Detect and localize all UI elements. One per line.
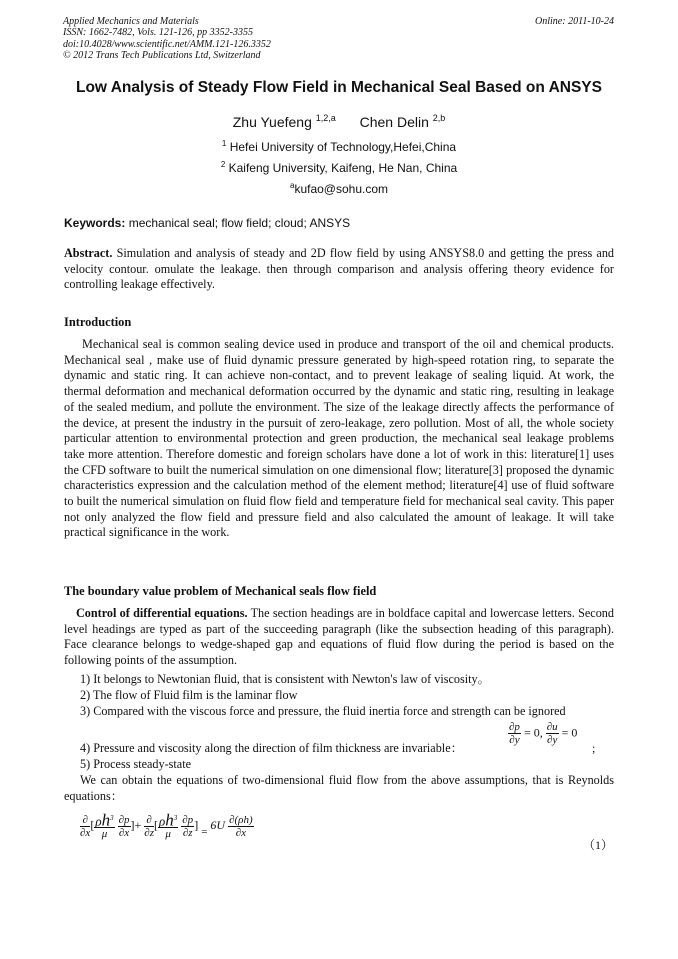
author-affil-mark: 1,2,a — [315, 113, 336, 123]
abstract — [64, 246, 614, 293]
issn-line: ISSN: 1662-7482, Vols. 121-126, pp 3352-3355 — [63, 27, 253, 39]
keywords-label: Keywords: — [64, 216, 126, 230]
keywords-text: mechanical seal; flow field; cloud; ANSYS — [128, 216, 351, 230]
assumption-4-equation: $\frac{\partial p}{\partial y}$ = 0, $\frac{\partial u}{\partial y}$ = 0 — [509, 721, 578, 746]
keywords — [64, 216, 350, 230]
author-affil-mark: 2,b — [432, 113, 446, 123]
reynolds-equation: $\frac{\partial}{\partial x}$ [ $\frac{\rho h^3}{\mu}$ $\frac{\partial p}{\partial x}$ ]+ $\frac{\partial}{\partial z}$ [ $\frac{\rho h^3}{\mu}$ $\frac{\partial p}{\partial z}$ ] = 6U $\frac{\partial(\rho h)}{\partial x}$ — [80, 810, 253, 841]
affiliation-2: $^2$ Kaifeng University, Kaifeng, He Nan, China — [220, 160, 458, 175]
subsection-label: Control of differential equations. — [76, 606, 248, 620]
author-email: $^a$kufao@sohu.com — [289, 181, 388, 196]
affiliation-1: $^1$ Hefei University of Technology,Hefei,China — [221, 139, 457, 154]
abstract-text: Simulation and analysis of steady and 2D flow field by using ANSYS8.0 and getting the press and velocity contour. omulate the leakage. then through comparison and analysis offering theory evidence for controlling leakage effectively. — [64, 246, 615, 292]
assumption-item: 2) The flow of Fluid film is the laminar flow — [80, 688, 298, 702]
journal-name: Applied Mechanics and Materials — [63, 16, 199, 27]
semicolon: ; — [592, 741, 596, 755]
section-heading-introduction: Introduction — [64, 315, 132, 329]
equation-number: （1） — [583, 838, 614, 852]
assumption-item: 4) Pressure and viscosity along the direction of film thickness are invariable： — [80, 741, 463, 755]
section-heading-boundary: The boundary value problem of Mechanical seals flow field — [64, 584, 377, 598]
online-date: Online: 2011-10-24 — [535, 16, 614, 27]
subsection-control-equations — [64, 606, 614, 669]
assumption-item: 3) Compared with the viscous force and pressure, the fluid inertia force and strength can be ignored — [80, 704, 566, 718]
introduction-text: Mechanical seal is common sealing device used in produce and transport of the oil and chemical products. Mechanical seal , make use of fluid dynamic pressure generated by high-speed rotation ring, to separate the dynamic and static ring. It can achieve non-contact, and to prevent leakage of sealing liquid. At work, the thermal deformation and mechanical deformation occurred by the dynamic and static ring, resulting in leakage of the sealed medium, and pollute the environment. The size of the leakage directly affects the performance of the device, at present the industry in the pursuit of zero-leakage, zero pollution. Most of all, the whole society particular attention to environmental protection and green production, the mechanical seal leakage problems take more attention. Therefore domestic and foreign scholars have done a lot of work in this: literature[1] uses the CFD software to built the numerical simulation on one dimensional flow; literature[3] proposed the dynamic characteristics expression and the calculation method of the element method; literature[4] use of fluid software to built the numerical simulation on fluid flow field and temperature field for mechanical seal cavity. This paper not only analyzed the flow field and pressure field and also calculated the amount of leakage. It will take practical significance in the work. — [64, 337, 614, 540]
author-name: Chen Delin — [359, 114, 429, 130]
author-line — [0, 113, 678, 130]
assumption-item: 1) It belongs to Newtonian fluid, that is consistent with Newton's law of viscosity。 — [80, 672, 490, 686]
journal-header — [63, 16, 271, 62]
assumption-item: 5) Process steady-state — [80, 757, 192, 771]
author-name: Zhu Yuefeng — [232, 114, 312, 130]
copyright-line: © 2012 Trans Tech Publications Ltd, Switzerland — [63, 50, 261, 62]
reynolds-intro: We can obtain the equations of two-dimensional fluid flow from the above assumptions, that is Reynolds equations： — [64, 773, 614, 803]
abstract-label: Abstract. — [64, 246, 113, 260]
paper-title: Low Analysis of Steady Flow Field in Mechanical Seal Based on ANSYS — [76, 79, 602, 96]
subsection-text: The section headings are in boldface capital and lowercase letters. Second level headings are typed as part of the succeeding paragraph (like the subsection heading of this paragraph). Face clearance belongs to wedge-shaped gap and equations of fluid flow during the period is based on the following points of the assumption. — [64, 606, 614, 668]
doi-line: doi:10.4028/www.scientific.net/AMM.121-126.3352 — [63, 38, 271, 50]
